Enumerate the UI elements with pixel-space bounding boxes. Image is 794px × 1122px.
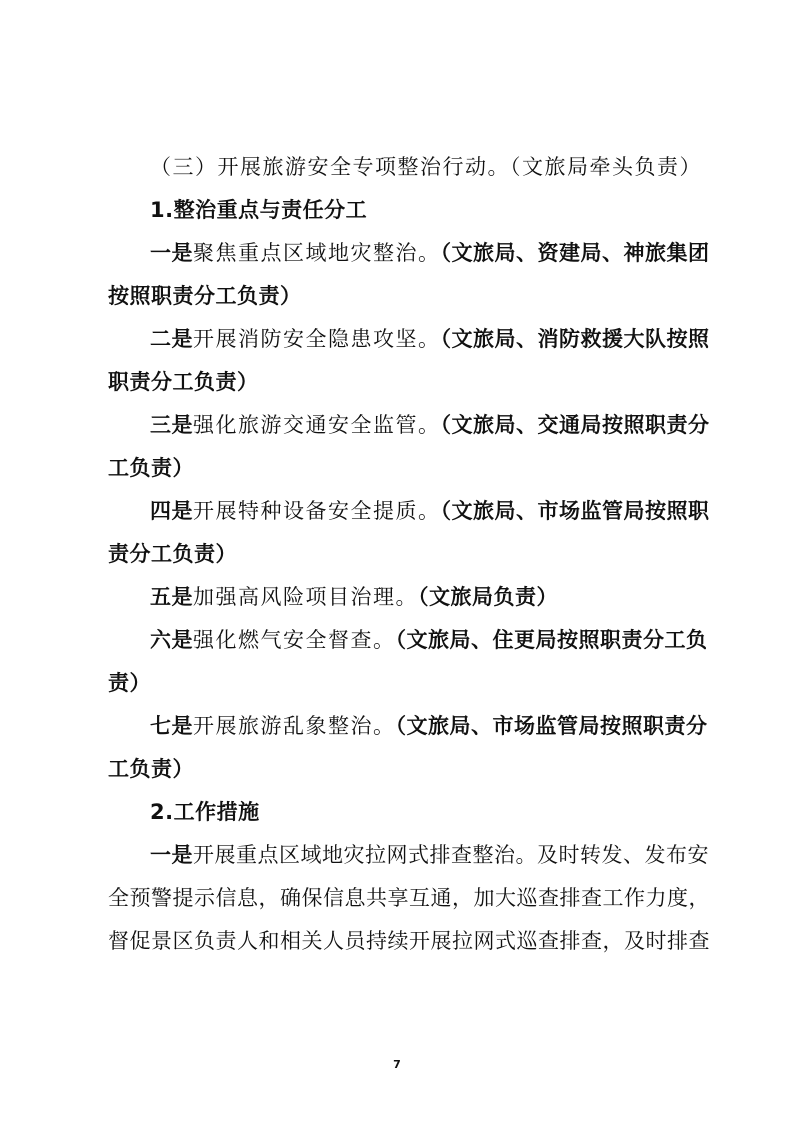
list-item <box>108 404 710 447</box>
paragraph-line <box>108 834 709 877</box>
list-item-continuation <box>108 533 696 576</box>
paragraph-line: 督促景区负责人和相关人员持续开展拉网式巡查排查，及时排查 <box>108 929 710 953</box>
paragraph-lead: 一是 <box>150 843 193 867</box>
item-lead: 一是 <box>150 241 193 265</box>
item-responsibility: （文旅局负责） <box>418 585 558 609</box>
paragraph-text: 开展重点区域地灾拉网式排查整治。及时转发、发布安 <box>193 843 709 867</box>
item-lead: 二是 <box>150 327 193 351</box>
item-lead: 五是 <box>150 585 193 609</box>
list-item-continuation <box>108 447 696 490</box>
list-item <box>108 576 696 619</box>
list-item <box>108 490 710 533</box>
list-item <box>108 232 710 275</box>
item-responsibility: （文旅局、交通局按照职责分 <box>440 413 710 437</box>
item-topic: 强化旅游交通安全监管。 <box>193 413 441 437</box>
list-item-continuation <box>108 748 696 791</box>
item-responsibility: 按照职责分工负责） <box>108 284 302 308</box>
list-item-continuation <box>108 275 696 318</box>
item-responsibility: （文旅局、消防救援大队按照 <box>440 327 710 351</box>
item-topic: 加强高风险项目治理。 <box>193 585 418 609</box>
list-item <box>108 318 710 361</box>
item-responsibility: （文旅局、资建局、神旅集团 <box>440 241 710 265</box>
item-responsibility: 工负责） <box>108 757 194 781</box>
item-responsibility: 责） <box>108 671 151 695</box>
item-lead: 三是 <box>150 413 193 437</box>
item-topic: 强化燃气安全督查。 <box>193 628 396 652</box>
document-body <box>108 146 710 963</box>
item-topic: 开展旅游乱象整治。 <box>193 714 396 738</box>
section-heading: （三）开展旅游安全专项整治行动。（文旅局牵头负责） <box>150 155 702 179</box>
item-responsibility: （文旅局、市场监管局按照职责分 <box>395 714 708 738</box>
list-item-continuation <box>108 361 696 404</box>
item-responsibility: （文旅局、市场监管局按照职 <box>440 499 710 523</box>
item-lead: 七是 <box>150 714 193 738</box>
subsection-title-1: 1.整治重点与责任分工 <box>150 198 368 222</box>
item-topic: 聚焦重点区域地灾整治。 <box>193 241 441 265</box>
item-lead: 四是 <box>150 499 193 523</box>
item-responsibility: 工负责） <box>108 456 194 480</box>
item-responsibility: （文旅局、住更局按照职责分工负 <box>395 628 708 652</box>
item-topic: 开展特种设备安全提质。 <box>193 499 441 523</box>
item-topic: 开展消防安全隐患攻坚。 <box>193 327 441 351</box>
paragraph-line: 全预警提示信息，确保信息共享互通，加大巡查排查工作力度， <box>108 886 710 910</box>
page-number: 7 <box>393 1058 401 1071</box>
item-responsibility: 责分工负责） <box>108 542 237 566</box>
list-item <box>108 619 708 662</box>
subsection-title-2: 2.工作措施 <box>150 800 260 824</box>
item-responsibility: 职责分工负责） <box>108 370 259 394</box>
list-item-continuation <box>108 662 696 705</box>
list-item <box>108 705 708 748</box>
item-lead: 六是 <box>150 628 193 652</box>
